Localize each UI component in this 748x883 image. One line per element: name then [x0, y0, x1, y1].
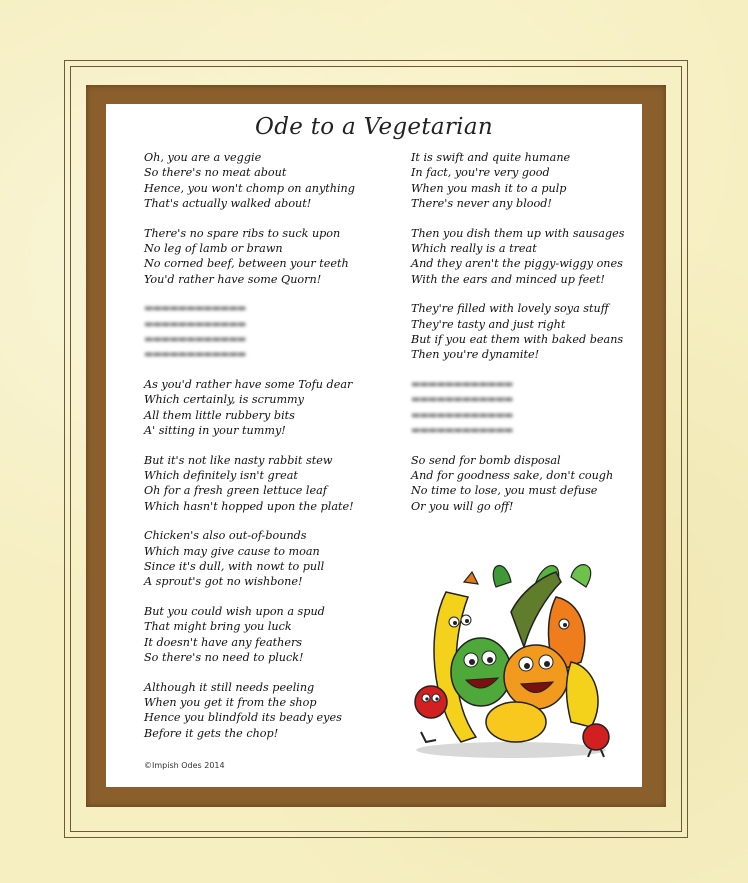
poem-line: Hence, you won't chomp on anything	[144, 181, 355, 195]
poem-stanza	[144, 604, 374, 665]
poem-line: Which really is a treat	[411, 241, 537, 255]
poem-stanza	[144, 377, 374, 438]
poem-line: Oh for a fresh green lettuce leaf	[144, 484, 327, 498]
poem-line: When you mash it to a pulp	[411, 181, 567, 195]
poem-line: Which certainly, is scrummy	[144, 393, 304, 407]
poem-line: In fact, you're very good	[411, 166, 550, 180]
poem-line: No corned beef, between your teeth	[144, 257, 349, 271]
poem-line: But it's not like nasty rabbit stew	[144, 453, 333, 467]
poem-stanza	[144, 453, 374, 514]
poem-line: Then you dish them up with sausages	[411, 226, 625, 240]
poem-line: Then you're dynamite!	[411, 348, 540, 362]
poem-line: They're filled with lovely soya stuff	[411, 302, 609, 316]
poem-stanza	[411, 150, 641, 211]
poem-stanza	[144, 528, 374, 589]
poem-line: But if you eat them with baked beans	[411, 332, 624, 346]
poem-stanza	[144, 680, 374, 741]
poem-sheet	[106, 104, 642, 787]
poem-line: So send for bomb disposal	[411, 453, 561, 467]
obscured-line: ▬▬▬▬▬▬▬▬▬▬▬▬	[144, 318, 246, 330]
obscured-line: ▬▬▬▬▬▬▬▬▬▬▬▬	[144, 333, 246, 345]
poem-line: But you could wish upon a spud	[144, 605, 325, 619]
poem-line: Before it gets the chop!	[144, 726, 279, 740]
obscured-line: ▬▬▬▬▬▬▬▬▬▬▬▬	[411, 379, 513, 391]
poem-stanza	[411, 301, 641, 362]
poem-line: There's no spare ribs to suck upon	[144, 226, 341, 240]
obscured-stanza	[411, 377, 641, 438]
obscured-line: ▬▬▬▬▬▬▬▬▬▬▬▬	[144, 349, 246, 361]
poem-line: And for goodness sake, don't cough	[411, 469, 614, 483]
poem-line: Oh, you are a veggie	[144, 151, 262, 164]
poem-line: A' sitting in your tummy!	[144, 423, 286, 437]
poem-line: When you get it from the shop	[144, 696, 317, 710]
poem-stanza	[411, 453, 641, 514]
poem-line: Which hasn't hopped upon the plate!	[144, 499, 354, 513]
poem-left-column	[144, 150, 374, 756]
obscured-line: ▬▬▬▬▬▬▬▬▬▬▬▬	[411, 424, 513, 436]
copyright-notice: ©Impish Odes 2014	[144, 761, 225, 770]
poem-line: Which definitely isn't great	[144, 469, 298, 483]
poem-line: There's never any blood!	[411, 196, 552, 210]
poem-stanza	[411, 226, 641, 287]
vegetables-cartoon-icon	[406, 552, 616, 762]
poem-line: And they aren't the piggy-wiggy ones	[411, 257, 623, 271]
poem-line: Chicken's also out-of-bounds	[144, 529, 307, 543]
poem-line: As you'd rather have some Tofu dear	[144, 378, 353, 392]
obscured-stanza	[144, 301, 374, 362]
poem-line: Although it still needs peeling	[144, 680, 315, 694]
obscured-line: ▬▬▬▬▬▬▬▬▬▬▬▬	[411, 409, 513, 421]
poem-stanza	[144, 150, 374, 211]
poem-line: It doesn't have any feathers	[144, 635, 303, 649]
poem-stanza	[144, 226, 374, 287]
poem-line: So there's no need to pluck!	[144, 651, 304, 665]
poem-line: No leg of lamb or brawn	[144, 241, 283, 255]
poem-line: All them little rubbery bits	[144, 408, 295, 422]
poem-line: That's actually walked about!	[144, 196, 312, 210]
poem-line: Which may give cause to moan	[144, 544, 320, 558]
poem-line: Or you will go off!	[411, 499, 514, 513]
poem-line: With the ears and minced up feet!	[411, 272, 605, 286]
poem-line: You'd rather have some Quorn!	[144, 272, 322, 286]
poem-right-column	[411, 150, 641, 528]
poem-title: Ode to a Vegetarian	[255, 114, 493, 140]
obscured-line: ▬▬▬▬▬▬▬▬▬▬▬▬	[144, 303, 246, 315]
poem-line: No time to lose, you must defuse	[411, 484, 598, 498]
poem-line: Hence you blindfold its beady eyes	[144, 711, 342, 725]
poem-line: So there's no meat about	[144, 166, 287, 180]
poem-line: A sprout's got no wishbone!	[144, 575, 303, 589]
poem-line: Since it's dull, with nowt to pull	[144, 560, 325, 574]
obscured-line: ▬▬▬▬▬▬▬▬▬▬▬▬	[411, 394, 513, 406]
poem-line: That might bring you luck	[144, 620, 292, 634]
poem-line: They're tasty and just right	[411, 317, 566, 331]
poem-line: It is swift and quite humane	[411, 151, 571, 164]
